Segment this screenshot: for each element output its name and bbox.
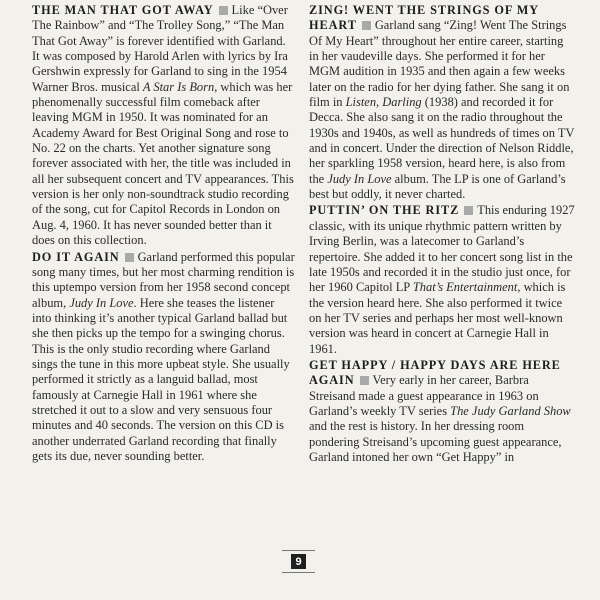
left-column xyxy=(32,3,295,464)
page-number-frame xyxy=(282,550,315,573)
italic-title-text: Judy In Love xyxy=(69,295,134,310)
square-bullet-icon xyxy=(219,6,228,15)
note-text: album. The LP is one of Garland’s best but oddly, it never charted. xyxy=(309,171,566,202)
note-text: This enduring 1927 classic, with its unique rhythmic pattern written by Irving Berlin, was a latecomer to Garland’s repertoire. She added it to her concert song list in the late 1950s and recorded it in the studio just once, for her 1960 Capitol LP xyxy=(309,203,575,295)
right-column xyxy=(309,3,575,465)
song-note xyxy=(309,358,575,465)
page-number: 9 xyxy=(291,554,306,569)
note-text: Garland sang “Zing! Went The Strings Of My Heart” throughout her entire career, starting in her vaudeville days. She performed it for her MGM audition in 1935 and then again a few weeks later on the radio for her dying father. She sang it on film in xyxy=(309,18,570,110)
italic-title-text: A Star Is Born xyxy=(142,79,215,94)
note-text: Garland performed this popular song many times, but her most charming rendition is this uptempo version from her 1958 second concept album, xyxy=(32,249,295,310)
square-bullet-icon xyxy=(464,206,473,215)
square-bullet-icon xyxy=(125,253,134,262)
song-note xyxy=(309,3,575,202)
italic-title-text: That’s Entertainment xyxy=(412,280,518,295)
italic-title-text: The Judy Garland Show xyxy=(450,403,571,418)
note-text: and the rest is history. In her dressing room pondering Streisand’s upcoming guest appearance, Garland intoned her own “Get Happy” in xyxy=(309,419,562,464)
song-note xyxy=(32,250,295,465)
song-note xyxy=(309,203,575,356)
square-bullet-icon xyxy=(362,21,371,30)
song-title: DO IT AGAIN xyxy=(32,249,120,264)
song-title: THE MAN THAT GOT AWAY xyxy=(32,3,214,17)
square-bullet-icon xyxy=(360,376,369,385)
note-text: Very early in her career, Barbra Streisand made a guest appearance in 1963 on Garland’s weekly TV series xyxy=(309,373,539,418)
note-text: , which was her phenomenally successful film comeback after leaving MGM in 1950. It was nominated for an Academy Award for Best Original Song and rose to No. 22 on the charts. Yet another signature song forever associated with her, the title was included in all her subsequent concert and TV appearances. This version is her only non-soundtrack studio recording of the song, cut for Capitol Records in London on Aug. 4, 1960. It has never sounded better than it does on this collection. xyxy=(32,79,294,248)
note-text: (1938) and recorded it for Decca. She also sang it on the radio throughout the 1930s and 1940s, as well as hundreds of times on TV and in concert. Under the direction of Nelson Riddle, her sparkling 1958 version, heard here, is also from the xyxy=(309,95,575,186)
song-title: GET HAPPY / HAPPY DAYS ARE HERE AGAIN xyxy=(309,357,561,388)
song-title: PUTTIN’ ON THE RITZ xyxy=(309,203,460,218)
song-note xyxy=(32,3,295,249)
note-text: Like “Over The Rainbow” and “The Trolley Song,” “The Man That Got Away” is forever identified with Garland. It was composed by Harold Arlen with lyrics by Ira Gershwin expressly for Garland to sing in the 1954 Warner Bros. musical xyxy=(32,3,288,94)
italic-title-text: Judy In Love xyxy=(327,171,392,186)
song-title: ZING! WENT THE STRINGS OF MY HEART xyxy=(309,3,539,33)
note-text: . Here she teases the listener into thinking it’s another typical Garland ballad but she then picks up the tempo for a swinging chorus. This is the only studio recording where Garland sings the tune in this more upbeat style. She usually performed it strictly as a languid ballad, most famously at Carnegie Hall in 1961 where she stretched it out to a slow and very sensuous four minutes and 40 seconds. The version on this CD is another underrated Garland recording that finally gets its due, never sounding better. xyxy=(32,295,290,463)
note-text: , which is the version heard here. She also performed it twice on her TV series and perhaps her most well-known version was heard in concert at Carnegie Hall in 1961. xyxy=(309,280,566,356)
italic-title-text: Listen, Darling xyxy=(345,95,422,110)
